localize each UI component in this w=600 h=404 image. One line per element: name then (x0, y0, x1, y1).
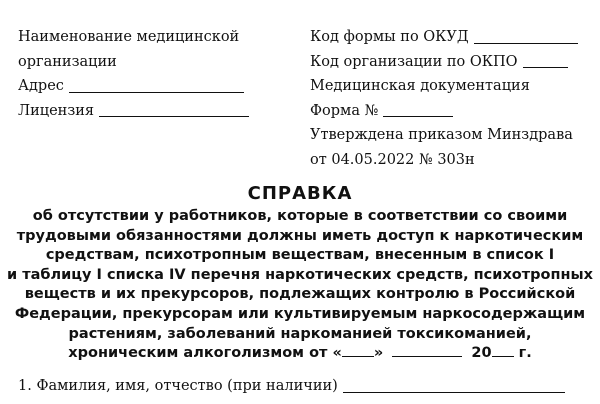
title-line: растениям, заболеваний наркоманией токсикоманией, (68, 325, 532, 342)
header-right (310, 25, 578, 172)
address-row (18, 74, 249, 99)
okud-row (310, 25, 578, 50)
org-name-label-2 (18, 50, 249, 75)
form-number-field[interactable] (383, 116, 453, 117)
okpo-field[interactable] (523, 67, 568, 68)
title-line: трудовыми обязанностями должны иметь доступ к наркотическим (16, 227, 584, 244)
form-number-label: Форма № (310, 102, 379, 119)
title-line: об отсутствии у работников, которые в соответствии со своими (32, 208, 568, 224)
title-line: веществ и их прекурсоров, подлежащих контролю в Российской (24, 286, 576, 303)
date-month-field[interactable] (392, 356, 462, 357)
document-title: СПРАВКА (247, 183, 353, 204)
title-line: и таблицу I списка IV перечня наркотических средств, психотропных (6, 266, 594, 283)
date-suffix: г. (518, 345, 532, 362)
date-day-field[interactable] (342, 356, 374, 357)
approved-row-2 (310, 148, 578, 173)
approved-row-1 (310, 123, 578, 148)
approved-line1: Утверждена приказом Минздрава (310, 127, 573, 143)
date-prefix: хроническим алкоголизмом от « (68, 345, 342, 362)
okpo-label: Код организации по ОКПО (310, 53, 518, 70)
okud-field[interactable] (474, 43, 578, 44)
title-line: средствам, психотропным веществам, внесенным в список I (45, 247, 555, 264)
okpo-row (310, 50, 578, 75)
doc-type-row (310, 74, 578, 99)
form-row (310, 99, 578, 124)
full-name-label: 1. Фамилия, имя, отчество (при наличии) (18, 378, 338, 394)
full-name-field[interactable] (343, 392, 565, 393)
header-left (18, 25, 249, 123)
date-year-field[interactable] (492, 356, 514, 357)
okud-label: Код формы по ОКУД (310, 29, 469, 45)
address-field[interactable] (69, 92, 244, 93)
doc-type-label: Медицинская документация (310, 78, 530, 94)
license-row (18, 99, 249, 124)
date-year-prefix: 20 (471, 345, 492, 362)
approved-line2: от 04.05.2022 № 303н (310, 151, 475, 168)
title-line: Федерации, прекурсорам или культивируемым наркосодержащим (14, 306, 586, 322)
org-name-line1: Наименование медицинской (18, 29, 240, 45)
license-field[interactable] (99, 116, 249, 117)
date-quote-close: » (373, 345, 384, 362)
address-label: Адрес (18, 78, 64, 94)
org-name-label (18, 25, 249, 50)
license-label: Лицензия (18, 102, 95, 119)
full-name-row (18, 374, 565, 399)
title-date-line (0, 344, 600, 364)
org-name-line2: организации (18, 53, 117, 70)
